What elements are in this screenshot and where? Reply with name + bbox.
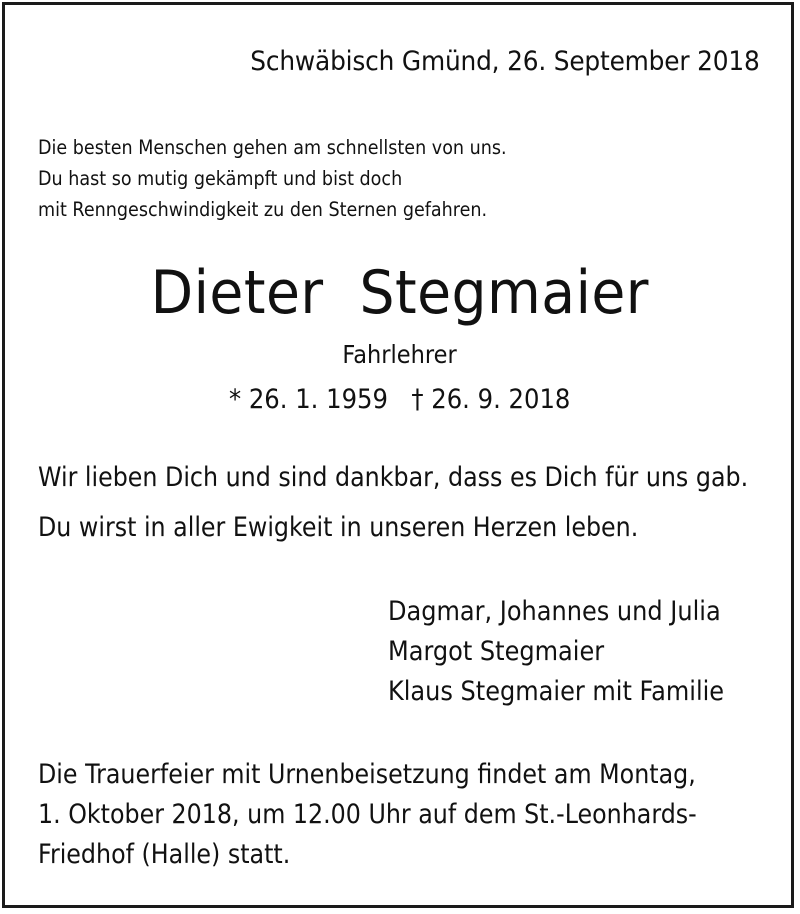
- deceased-name: Dieter Stegmaier: [150, 258, 650, 328]
- funeral-notice-line: 1. Oktober 2018, um 12.00 Uhr auf dem St.-Leonhards-: [38, 799, 697, 830]
- closing-line: Du wirst in aller Ewigkeit in unseren Herzen leben.: [38, 512, 639, 543]
- signer: Klaus Stegmaier mit Familie: [388, 676, 725, 707]
- closing-line: Wir lieben Dich und sind dankbar, dass es Dich für uns gab.: [38, 462, 749, 493]
- signers-block: [388, 592, 724, 712]
- place-date: Schwäbisch Gmünd, 26. September 2018: [250, 46, 760, 77]
- life-dates: [0, 384, 800, 415]
- signer: Dagmar, Johannes und Julia: [388, 596, 721, 627]
- motto-line: Die besten Menschen gehen am schnellsten von uns.: [38, 136, 507, 159]
- funeral-notice-line: Friedhof (Halle) statt.: [38, 839, 291, 870]
- signer: Margot Stegmaier: [388, 636, 605, 667]
- birth-date: * 26. 1. 1959: [229, 384, 389, 415]
- death-date: † 26. 9. 2018: [411, 384, 571, 415]
- motto-text: [38, 132, 507, 225]
- funeral-notice-line: Die Trauerfeier mit Urnenbeisetzung findet am Montag,: [38, 759, 696, 790]
- funeral-notice: [38, 755, 697, 875]
- deceased-name-row: [0, 258, 800, 328]
- profession-row: [0, 340, 800, 369]
- profession: Fahrlehrer: [342, 340, 458, 369]
- motto-line: mit Renngeschwindigkeit zu den Sternen gefahren.: [38, 198, 488, 221]
- motto-line: Du hast so mutig gekämpft und bist doch: [38, 167, 403, 190]
